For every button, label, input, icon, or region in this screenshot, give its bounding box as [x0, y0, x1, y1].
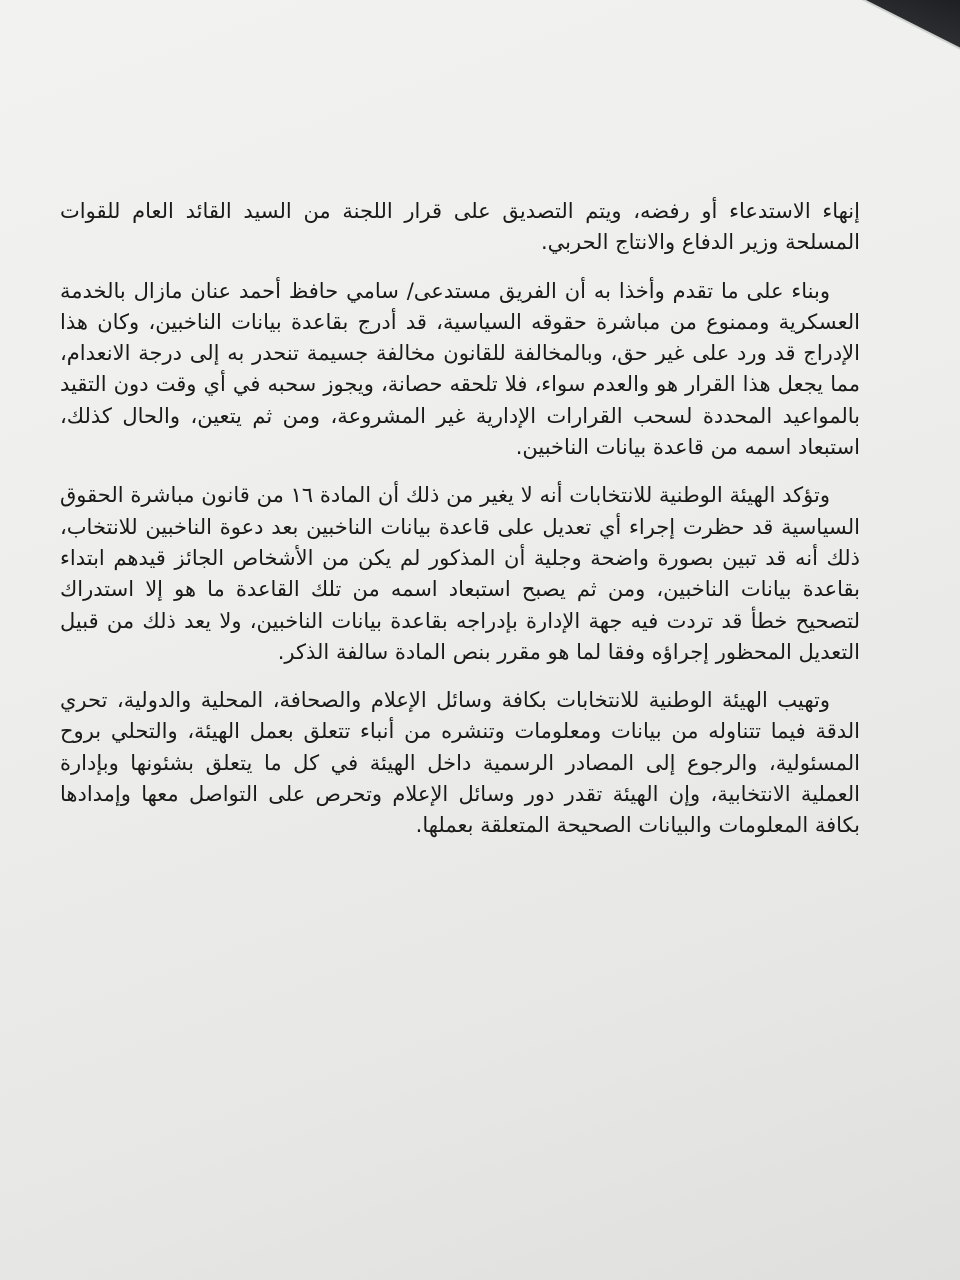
paragraph-decision: وبناء على ما تقدم وأخذا به أن الفريق مستدعى/ سامي حافظ أحمد عنان مازال بالخدمة العسكرية وممنوع من مباشرة حقوقه السياسية، قد أدرج بقاعدة بيانات الناخبين، وكان هذا الإدراج قد ورد على غير حق، وبالمخالفة للقانون مخالفة جسيمة تنحدر به إلى درجة الانعدام، مما يجعل هذا القرار هو والعدم سواء، فلا تلحقه حصانة، ويجوز سحبه في أي وقت دون التقيد بالمواعيد المحددة لسحب القرارات الإدارية غير المشروعة، ومن ثم يتعين، والحال كذلك، استبعاد اسمه من قاعدة بيانات الناخبين.	[60, 278, 860, 460]
paragraph-media-appeal: وتهيب الهيئة الوطنية للانتخابات بكافة وسائل الإعلام والصحافة، المحلية والدولية، تحري الدقة فيما تتناوله من بيانات ومعلومات وتنشره من أنباء تتعلق بعمل الهيئة، والتحلي بروح المسئولية، والرجوع إلى المصادر الرسمية داخل الهيئة في كل ما يتعلق بشئونها وبإدارة العملية الانتخابية، وإن الهيئة تقدر دور وسائل الإعلام وتحرص على التواصل معها وإمدادها بكافة المعلومات والبيانات الصحيحة المتعلقة بعملها.	[60, 688, 860, 838]
paragraph-article-16: وتؤكد الهيئة الوطنية للانتخابات أنه لا يغير من ذلك أن المادة ١٦ من قانون مباشرة الحقوق السياسية قد حظرت إجراء أي تعديل على قاعدة بيانات الناخبين بعد دعوة الناخبين للانتخاب، ذلك أنه قد تبين بصورة واضحة وجلية أن المذكور لم يكن من الأشخاص الجائز قيدهم ابتداء بقاعدة بيانات الناخبين، ومن ثم يصبح استبعاد اسمه من تلك القاعدة ما هو إلا استدراك لتصحيح خطأ قد تردت فيه جهة الإدارة بإدراجه بقاعدة بيانات الناخبين، ولا يعد ذلك من قبيل التعديل المحظور إجراؤه وفقا لما هو مقرر بنص المادة سالفة الذكر.	[60, 483, 860, 664]
document-body	[60, 196, 860, 859]
paragraph-continuation: إنهاء الاستدعاء أو رفضه، ويتم التصديق على قرار اللجنة من السيد القائد العام للقوات المسلحة وزير الدفاع والانتاج الحربي.	[60, 199, 860, 255]
